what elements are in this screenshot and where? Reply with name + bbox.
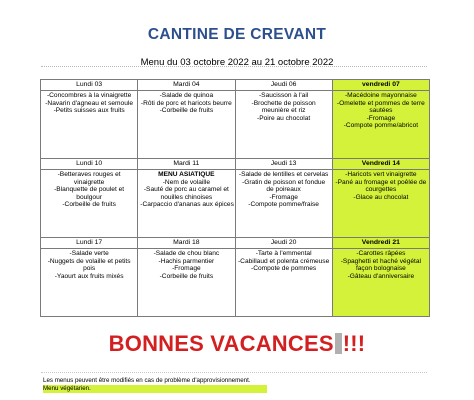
supply-notice: Les menus peuvent être modifiés en cas de problème d'approvisionnement. bbox=[43, 377, 251, 384]
day-header: Lundi 10 bbox=[41, 158, 138, 169]
day-menu bbox=[138, 169, 235, 237]
menu-item: -Yaourt aux fruits mixés bbox=[54, 272, 124, 280]
menu-item: -Sauté de porc au caramel et nouilles chinoises bbox=[143, 186, 229, 201]
menu-item: -Compote pomme/fraise bbox=[248, 201, 319, 209]
text-cursor bbox=[335, 333, 342, 354]
day-menu-vegetarian bbox=[332, 248, 429, 316]
menu-item: -Fromage bbox=[366, 114, 396, 122]
day-header: Lundi 17 bbox=[41, 237, 138, 248]
menu-item: -Omelette et pommes de terre sautées bbox=[336, 99, 425, 115]
day-menu bbox=[41, 169, 138, 237]
day-header: Jeudi 06 bbox=[235, 80, 332, 91]
menu-item: -Rôti de porc et haricots beurre bbox=[140, 99, 232, 107]
menu-item: -Betteraves rouges et vinaigrette bbox=[57, 170, 121, 186]
menu-item: -Corbeille de fruits bbox=[62, 201, 116, 209]
week-1-menu-row bbox=[41, 90, 430, 158]
week-3-menu-row bbox=[41, 248, 430, 316]
vegetarian-legend bbox=[43, 385, 267, 393]
menu-item: -Nuggets de volaille et petits pois bbox=[47, 257, 131, 273]
day-header-vegetarian: Vendredi 21 bbox=[332, 237, 429, 248]
day-header-vegetarian: vendredi 07 bbox=[332, 80, 429, 91]
menu-item: -Glace au chocolat bbox=[353, 193, 409, 201]
day-menu-vegetarian bbox=[332, 169, 429, 237]
menu-item: -Compote de pommes bbox=[251, 265, 317, 273]
menu-item: -Gâteau d'anniversaire bbox=[347, 272, 415, 280]
menu-item: -Saucisson à l'ail bbox=[258, 91, 309, 99]
menu-item: -Salade verte bbox=[69, 249, 109, 257]
page-title: CANTINE DE CREVANT bbox=[147, 26, 327, 43]
week-3-header-row bbox=[41, 237, 430, 248]
day-header-vegetarian: Vendredi 14 bbox=[332, 158, 429, 169]
day-header: Mardi 04 bbox=[138, 80, 235, 91]
week-1-header-row bbox=[41, 80, 430, 91]
menu-item: -Cabillaud et polenta crémeuse bbox=[237, 257, 330, 265]
day-header: Lundi 03 bbox=[41, 80, 138, 91]
day-menu bbox=[138, 90, 235, 158]
menu-item: -Fromage bbox=[269, 193, 298, 201]
menu-item: -Corbeille de fruits bbox=[159, 272, 214, 280]
week-2-header-row bbox=[41, 158, 430, 169]
vacation-text: BONNES VACANCES bbox=[108, 331, 334, 356]
menu-item: -Hachis parmentier bbox=[158, 257, 215, 265]
menu-item: -Salade de quinoa bbox=[159, 91, 214, 99]
menu-item: -Blanquette de poulet et boulgour bbox=[54, 186, 125, 201]
day-menu-vegetarian bbox=[332, 90, 429, 158]
menu-item: -Petits suisses aux fruits bbox=[53, 107, 125, 115]
menu-item: -Salade de chou blanc bbox=[153, 249, 220, 257]
day-header: Mardi 11 bbox=[138, 158, 235, 169]
menu-period: Menu du 03 octobre 2022 au 21 octobre 2022 bbox=[140, 57, 334, 68]
vegetarian-legend-label: Menu végétarien. bbox=[43, 385, 267, 393]
day-menu bbox=[235, 248, 332, 316]
separator bbox=[41, 66, 427, 67]
day-menu bbox=[41, 248, 138, 316]
day-menu bbox=[138, 248, 235, 316]
menu-item: -Gratin de poisson et fondue de poireaux bbox=[242, 178, 326, 194]
menu-item: -Navarin d'agneau et semoule bbox=[45, 99, 133, 107]
menu-theme: MENU ASIATIQUE bbox=[158, 170, 215, 178]
menu-item: -Corbeille de fruits bbox=[159, 107, 214, 115]
day-menu bbox=[235, 169, 332, 237]
menu-item: -Nem de volaille bbox=[162, 178, 211, 186]
menu-item: -Salade de lentilles et cervelas bbox=[238, 170, 329, 178]
menu-item: -Compote pomme/abricot bbox=[343, 122, 419, 130]
menu-item: -Tarte à l'emmental bbox=[255, 249, 312, 257]
menu-item: -Fromage bbox=[172, 265, 201, 273]
vacation-exclamation: !!! bbox=[342, 331, 366, 356]
menu-item: -Spaghetti et haché végétal façon bolognaise bbox=[340, 257, 422, 273]
day-header: Mardi 18 bbox=[138, 237, 235, 248]
menu-item: -Brochette de poisson meunière et riz bbox=[251, 99, 316, 115]
vacation-banner bbox=[0, 331, 474, 357]
menu-table bbox=[40, 79, 430, 317]
menu-item: -Haricots vert vinaigrette bbox=[345, 170, 417, 178]
menu-item: -Carpaccio d'ananas aux épices bbox=[140, 201, 234, 209]
menu-item: -Pané au fromage et poêlée de courgettes bbox=[335, 178, 427, 194]
menu-item: -Poire au chocolat bbox=[257, 114, 311, 122]
day-menu bbox=[41, 90, 138, 158]
separator bbox=[41, 372, 427, 373]
day-header: Jeudi 13 bbox=[235, 158, 332, 169]
day-menu bbox=[235, 90, 332, 158]
day-header: Jeudi 20 bbox=[235, 237, 332, 248]
menu-item: -Carottes râpées bbox=[356, 249, 406, 257]
week-2-menu-row bbox=[41, 169, 430, 237]
menu-item: -Concombres à la vinaigrette bbox=[46, 91, 132, 99]
menu-item: -Macédoine mayonnaise bbox=[344, 91, 417, 99]
